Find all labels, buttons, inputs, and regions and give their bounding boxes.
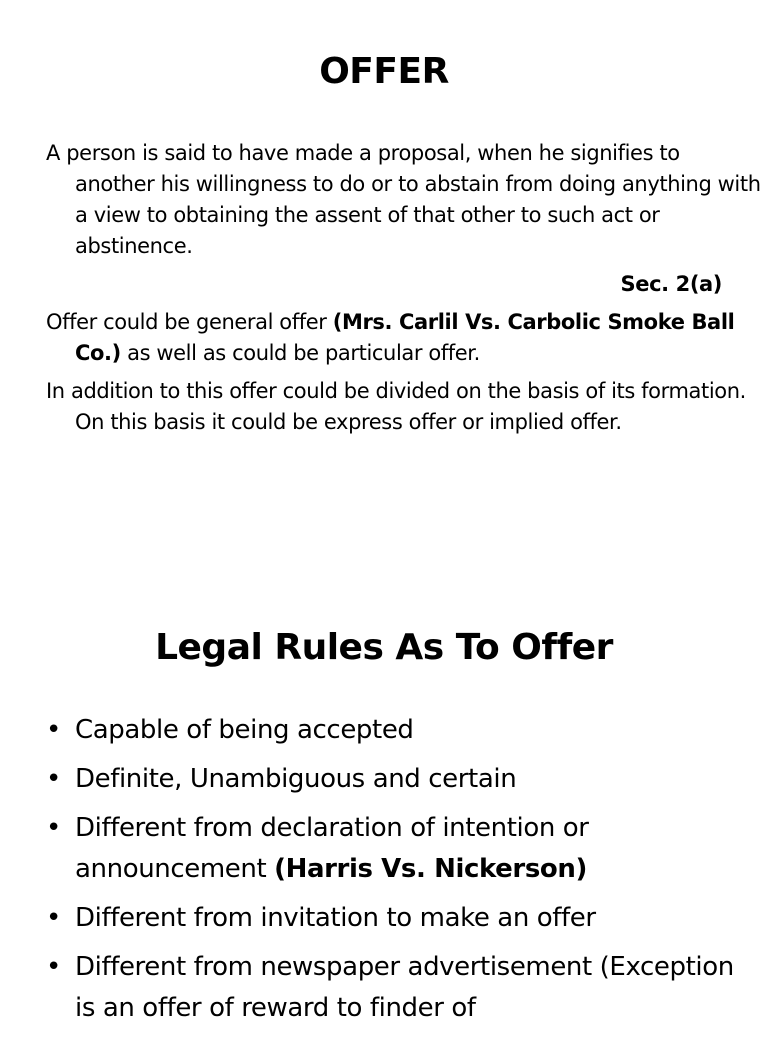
rules-list (46, 710, 736, 1037)
general-offer-paragraph (46, 307, 765, 369)
rule-text: Definite, Unambiguous and certain (75, 764, 517, 794)
general-offer-text: Offer could be general offer (46, 310, 333, 334)
list-item (46, 947, 736, 1029)
definition-paragraph: A person is said to have made a proposal, when he signifies to another his willingness to do or to abstain from doing anything with a view to obtaining the assent of that other to such act or abstinence. (46, 141, 761, 258)
formation-paragraph: In addition to this offer could be divided on the basis of its formation. On this basis it could be express offer or implied offer. (46, 379, 746, 434)
rule-text: Different from declaration of intention or announcement (75, 813, 589, 884)
rule-text: Different from invitation to make an offer (75, 903, 596, 933)
list-item (46, 808, 736, 890)
bullet-icon: • (46, 813, 61, 843)
list-item (46, 710, 736, 751)
section-reference: Sec. 2(a) (620, 272, 722, 296)
general-offer-text-end: as well as could be particular offer. (120, 341, 480, 365)
bullet-icon: • (46, 952, 61, 982)
list-item (46, 898, 736, 939)
rule-text: Different from newspaper advertisement (Exception is an offer of reward to finder of (75, 952, 734, 1023)
bullet-icon: • (46, 764, 61, 794)
case-citation: (Harris Vs. Nickerson) (274, 854, 587, 884)
rule-text: Capable of being accepted (75, 715, 414, 745)
bullet-icon: • (46, 903, 61, 933)
slide-title: OFFER (319, 51, 449, 92)
bullet-icon: • (46, 715, 61, 745)
legal-rules-slide (0, 560, 768, 1024)
slide-title: Legal Rules As To Offer (155, 627, 613, 668)
list-item (46, 759, 736, 800)
case-citation: (Mrs. Carlil Vs. Carbolic Smoke Ball Co.) (75, 310, 735, 365)
